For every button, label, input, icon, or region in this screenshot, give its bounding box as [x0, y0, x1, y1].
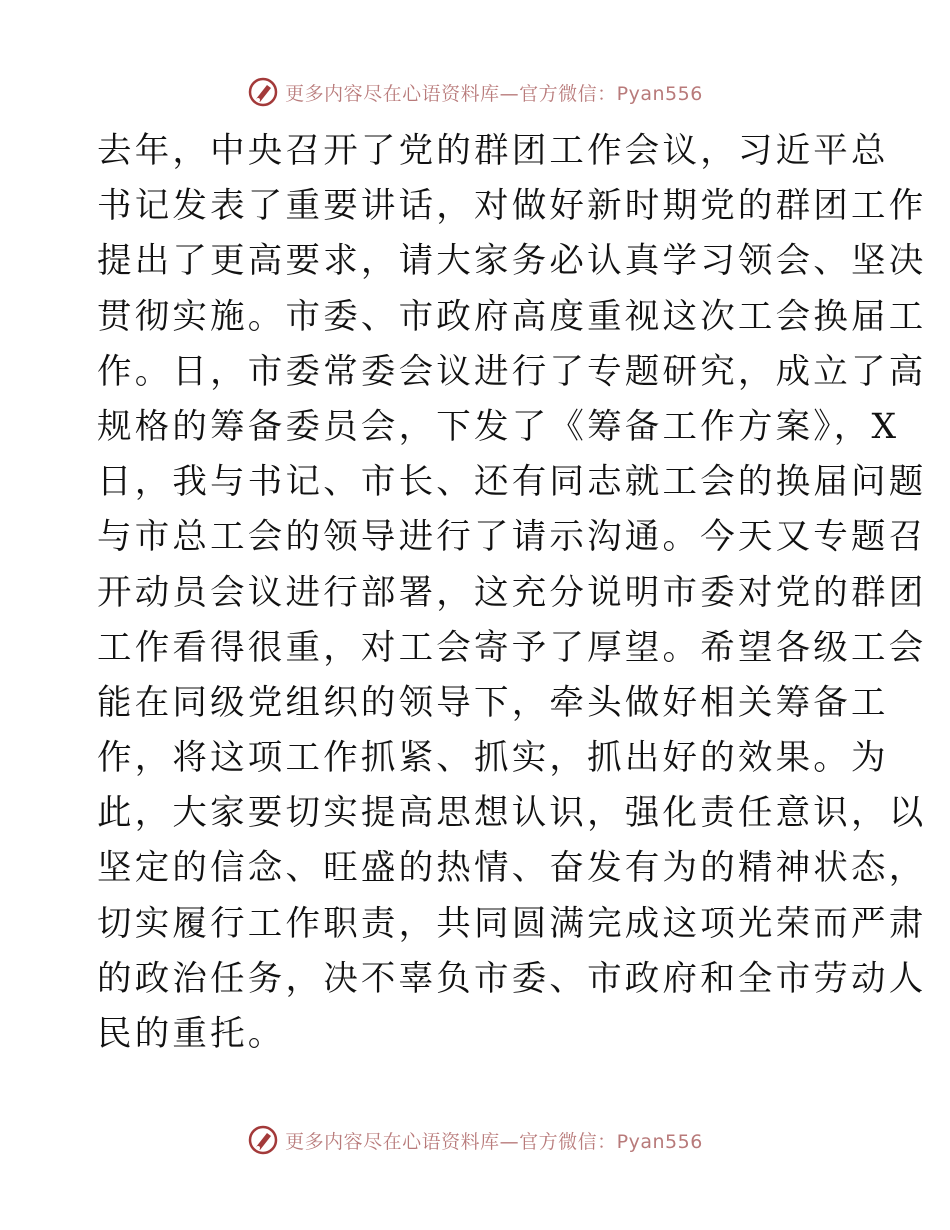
paragraph-line: 民的重托。: [97, 1014, 286, 1054]
paragraph-line: 书记发表了重要讲话，对做好新时期党的群团工作: [97, 186, 927, 227]
paragraph-line: 能在同级党组织的领导下，牵头做好相关筹备工: [97, 682, 889, 723]
pen-seal-logo-icon: [247, 76, 279, 108]
paragraph-line: 贯彻实施。市委、市政府高度重视这次工会换届工: [97, 296, 927, 337]
paragraph-line: 坚定的信念、旺盛的热情、奋发有为的精神状态，: [97, 848, 927, 889]
header-watermark: [0, 72, 950, 112]
paragraph-line: 与市总工会的领导进行了请示沟通。今天又专题召: [97, 517, 927, 558]
paragraph-line: 提出了更高要求，请大家务必认真学习领会、坚决: [97, 241, 927, 282]
footer-watermark: [0, 1120, 950, 1160]
paragraph-line: 切实履行工作职责，共同圆满完成这项光荣而严肃: [97, 903, 927, 944]
paragraph-line: 作，将这项工作抓紧、抓实，抓出好的效果。为: [97, 738, 889, 779]
watermark-text: 更多内容尽在心语资料库—官方微信：Pyan556: [285, 1130, 703, 1153]
paragraph-line: 作。日，市委常委会议进行了专题研究，成立了高: [97, 351, 927, 392]
pen-seal-logo-icon: [247, 1124, 279, 1156]
paragraph-line: 规格的筹备委员会，下发了《筹备工作方案》，X: [97, 406, 900, 447]
watermark-text: 更多内容尽在心语资料库—官方微信：Pyan556: [285, 82, 703, 105]
paragraph-line: 去年，中央召开了党的群团工作会议，习近平总: [97, 131, 889, 171]
document-paragraph: [97, 124, 927, 1062]
paragraph-line: 的政治任务，决不辜负市委、市政府和全市劳动人: [97, 958, 927, 999]
paragraph-line: 此，大家要切实提高思想认识，强化责任意识，以: [97, 793, 927, 834]
paragraph-line: 日，我与书记、市长、还有同志就工会的换届问题: [97, 462, 927, 503]
paragraph-line: 工作看得很重，对工会寄予了厚望。希望各级工会: [97, 627, 927, 668]
paragraph-line: 开动员会议进行部署，这充分说明市委对党的群团: [97, 572, 927, 613]
